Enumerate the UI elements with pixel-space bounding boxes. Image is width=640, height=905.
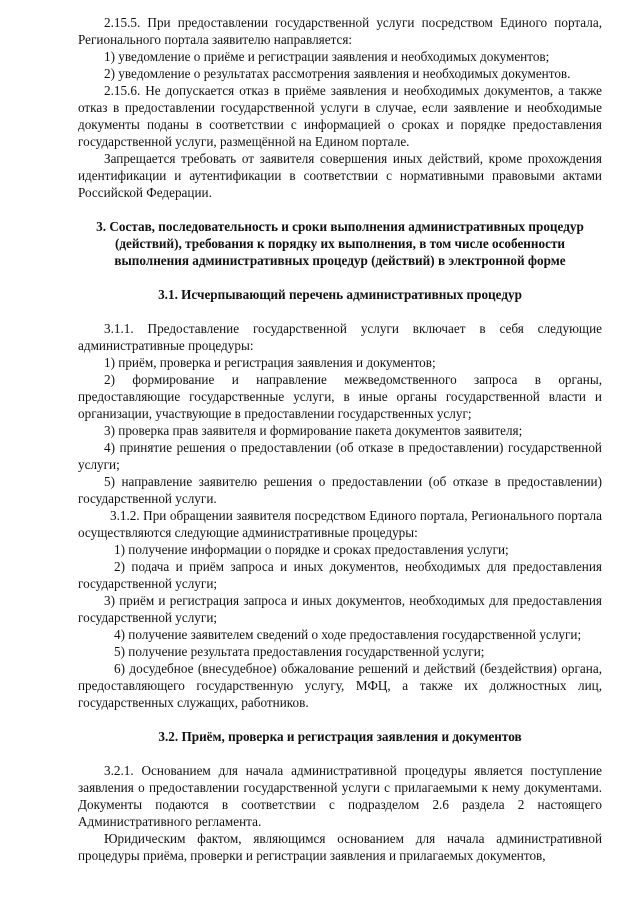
list-item: 5) получение результата предоставления государственной услуги; [114, 644, 485, 659]
paragraph-3-2-1: 3.2.1. Основанием для начала административной процедуры является поступление заявления о предоставлении государственной услуги с прилагаемыми к нему документами. Документы подаются в соответствии с подразделом 2.6 раздела 2 настоящего Административного регламента. [78, 763, 602, 829]
spacer [78, 201, 602, 218]
paragraph-3-1-1: 3.1.1. Предоставление государственной услуги включает в себя следующие административные процедуры: [78, 321, 602, 353]
list-item: 1) получение информации о порядке и сроках предоставления услуги; [114, 542, 509, 557]
list-item: 3) приём и регистрация запроса и иных документов, необходимых для предоставления государственной услуги; [78, 593, 602, 625]
list-item: 4) получение заявителем сведений о ходе предоставления государственной услуги; [114, 627, 582, 642]
spacer [78, 269, 602, 286]
list-item: 1) уведомление о приёме и регистрации заявления и необходимых документов; [104, 49, 550, 64]
paragraph-2-15-5: 2.15.5. При предоставлении государственной услуги посредством Единого портала, Регионального портала заявителю направляется: [78, 15, 602, 47]
list-item: 2) формирование и направление межведомственного запроса в органы, предоставляющие государственные услуги, в иные органы государственной власти и организации, участвующие в предоставлении государственных услуг; [78, 372, 602, 421]
spacer [78, 711, 602, 728]
spacer [78, 745, 602, 762]
list-item: 2) уведомление о результатах рассмотрения заявления и необходимых документов. [104, 66, 571, 81]
section-3-2-heading: 3.2. Приём, проверка и регистрация заявления и документов [158, 729, 522, 744]
section-3-heading: 3. Состав, последовательность и сроки выполнения административных процедур (действий), требования к порядку их выполнения, в том числе особенности выполнения административных процедур (действий) в электронной форме [96, 219, 584, 268]
list-item: 1) приём, проверка и регистрация заявления и документов; [104, 355, 436, 370]
paragraph: Запрещается требовать от заявителя совершения иных действий, кроме прохождения идентификации и аутентификации в соответствии с нормативными правовыми актами Российской Федерации. [78, 151, 602, 200]
paragraph: Юридическим фактом, являющимся основанием для начала административной процедуры приёма, проверки и регистрации заявления и прилагаемых документов, [78, 831, 602, 863]
list-item: 6) досудебное (внесудебное) обжалование решений и действий (бездействия) органа, предоставляющего государственную услугу, МФЦ, а также их должностных лиц, государственных служащих, работников. [78, 661, 602, 710]
list-item: 4) принятие решения о предоставлении (об отказе в предоставлении) государственной услуги; [78, 440, 602, 472]
list-item: 3) проверка прав заявителя и формирование пакета документов заявителя; [104, 423, 523, 438]
paragraph-2-15-6: 2.15.6. Не допускается отказ в приёме заявления и необходимых документов, а также отказ в предоставлении государственной услуги в случае, если заявление и необходимые документы поданы в соответствии с информацией о сроках и порядке предоставления государственной услуги, размещённой на Едином портале. [78, 83, 602, 149]
spacer [78, 303, 602, 320]
paragraph-3-1-2: 3.1.2. При обращении заявителя посредством Единого портала, Регионального портала осуществляются следующие административные процедуры: [78, 508, 602, 540]
list-item: 5) направление заявителю решения о предоставлении (об отказе в предоставлении) государственной услуги. [78, 474, 602, 506]
list-item: 2) подача и приём запроса и иных документов, необходимых для предоставления государственной услуги; [78, 559, 602, 591]
document-page [78, 14, 602, 864]
section-3-1-heading: 3.1. Исчерпывающий перечень административных процедур [158, 287, 522, 302]
